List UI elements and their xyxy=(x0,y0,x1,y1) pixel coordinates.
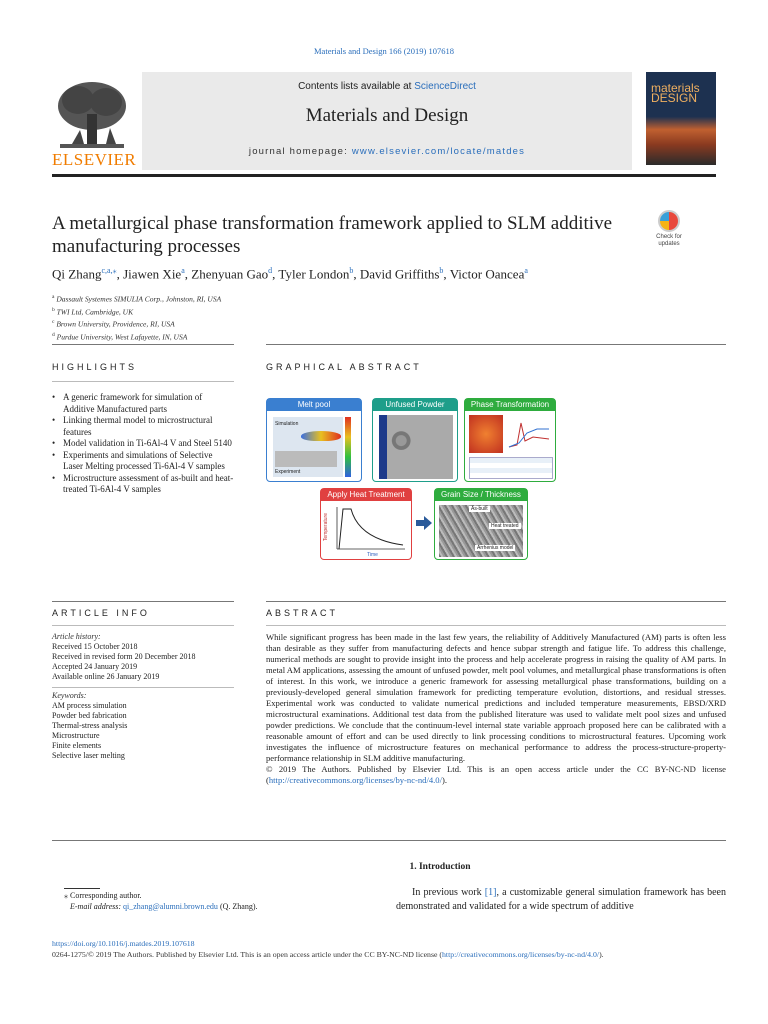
affiliation-key: c xyxy=(52,319,55,325)
highlight-item: • Microstructure assessment of as-built and heat-treated Ti-6Al-4 V samples xyxy=(52,473,234,496)
keyword-item: AM process simulation xyxy=(52,701,127,710)
author-name[interactable]: Jiawen Xie xyxy=(123,266,182,282)
crossmark-button[interactable] xyxy=(650,210,688,250)
author-affiliation-mark[interactable]: b xyxy=(349,266,354,275)
paper-title: A metallurgical phase transformation framework applied to SLM additive manufacturing processes xyxy=(52,213,612,257)
email-label: E-mail address: xyxy=(70,902,124,911)
heat-treatment-panel xyxy=(320,488,412,560)
melt-pool-sim-shape xyxy=(301,431,341,441)
journal-homepage xyxy=(142,146,632,157)
melt-pool-heading: Melt pool xyxy=(267,399,361,411)
license-prefix: 0264-1275/© 2019 The Authors. Published by Elsevier Ltd. This is an open access article under the CC BY-NC-ND license ( xyxy=(52,950,442,959)
contents-available xyxy=(142,81,632,92)
heat-treated-label: Heat treated xyxy=(491,523,519,529)
time-label: Time xyxy=(367,552,378,558)
highlight-item: • A generic framework for simulation of Additive Manufactured parts xyxy=(52,392,234,415)
heat-treatment-curve xyxy=(333,505,407,553)
keywords-label: Keywords: xyxy=(52,691,87,700)
phase-transformation-panel xyxy=(464,398,556,482)
footer-license-link[interactable]: http://creativecommons.org/licenses/by-nc-nd/4.0/ xyxy=(442,950,600,959)
author-affiliation-mark[interactable]: a xyxy=(524,266,528,275)
corresponding-text: Corresponding author. xyxy=(70,891,142,900)
reference-link[interactable]: [1] xyxy=(484,887,497,898)
elsevier-wordmark: ELSEVIER xyxy=(52,150,137,169)
contents-prefix: Contents lists available at xyxy=(298,81,415,92)
author-list xyxy=(52,266,716,282)
phase-plot xyxy=(507,417,551,451)
grain-size-panel xyxy=(434,488,528,560)
author-separator: , xyxy=(272,266,279,282)
elsevier-tree-icon xyxy=(52,78,132,154)
homepage-prefix: journal homepage: xyxy=(248,146,352,157)
affiliation-text: Purdue University, West Lafayette, IN, USA xyxy=(56,332,188,341)
cover-title xyxy=(651,83,700,103)
crossmark-icon xyxy=(658,210,680,232)
license-link[interactable]: http://creativecommons.org/licenses/by-nc-nd/4.0/ xyxy=(268,775,442,785)
author-separator: , xyxy=(353,266,360,282)
grain-size-heading: Grain Size / Thickness xyxy=(435,489,527,501)
experiment-label: Experiment xyxy=(275,469,301,475)
author-affiliation-mark[interactable]: d xyxy=(268,266,273,275)
highlights-heading: HIGHLIGHTS xyxy=(52,362,138,372)
simulation-strip xyxy=(379,415,387,479)
graphical-abstract-figure[interactable] xyxy=(266,398,556,560)
license-line xyxy=(52,949,742,960)
history-item: Available online 26 January 2019 xyxy=(52,672,160,681)
affiliation-text: TWI Ltd, Cambridge, UK xyxy=(56,307,134,316)
affiliation-key: b xyxy=(52,306,55,313)
graphical-abstract-rule xyxy=(266,344,726,345)
highlights-rule xyxy=(52,344,234,345)
abstract-sub-rule xyxy=(266,625,726,626)
doi-link[interactable]: https://doi.org/10.1016/j.matdes.2019.107618 xyxy=(52,939,195,948)
footnote-rule xyxy=(64,888,100,889)
corresponding-author xyxy=(52,890,352,901)
affiliation-text: Brown University, Providence, RI, USA xyxy=(56,319,175,329)
history-item: Accepted 24 January 2019 xyxy=(52,662,138,671)
unfused-powder-image xyxy=(379,415,453,479)
intro-text-suffix: , a customizable general simulation framework has been demonstrated and validated for a wide spectrum of additive xyxy=(396,887,726,912)
header-rule xyxy=(52,174,716,177)
keyword-item: Selective laser melting xyxy=(52,751,125,760)
introduction-text xyxy=(396,886,726,914)
graphical-abstract-heading: GRAPHICAL ABSTRACT xyxy=(266,362,422,372)
masthead xyxy=(52,72,716,170)
article-info-heading: ARTICLE INFO xyxy=(52,608,150,618)
author-affiliation-mark[interactable]: c,a,⁎ xyxy=(101,266,117,275)
sciencedirect-link[interactable]: ScienceDirect xyxy=(414,81,476,92)
history-item: Received in revised form 20 December 2018 xyxy=(52,652,196,661)
article-history-label: Article history: xyxy=(52,632,101,641)
keyword-item: Finite elements xyxy=(52,741,102,750)
affiliations xyxy=(52,292,452,342)
introduction-heading: 1. Introduction xyxy=(409,862,471,872)
phase-table xyxy=(469,457,553,479)
author-name[interactable]: Zhenyuan Gao xyxy=(191,266,269,282)
affiliation-item xyxy=(52,317,452,330)
email-link[interactable]: qi_zhang@alumni.brown.edu xyxy=(123,902,218,911)
copyright-notice xyxy=(266,764,726,786)
melt-pool-panel xyxy=(266,398,362,482)
keyword-item: Powder bed fabrication xyxy=(52,711,127,720)
author-separator: , xyxy=(443,266,450,282)
arrhenius-label: Arrhenius model xyxy=(477,545,514,551)
author-affiliation-mark[interactable]: b xyxy=(439,266,444,275)
intro-text-prefix: In previous work xyxy=(412,887,485,898)
keyword-item: Thermal-stress analysis xyxy=(52,721,128,730)
article-info xyxy=(52,632,234,761)
heat-treatment-heading: Apply Heat Treatment xyxy=(321,489,411,501)
affiliation-key: d xyxy=(52,331,55,338)
author-separator: , xyxy=(116,266,124,282)
unfused-powder-heading: Unfused Powder xyxy=(373,399,457,411)
journal-reference[interactable]: Materials and Design 166 (2019) 107618 xyxy=(314,46,454,56)
journal-title: Materials and Design xyxy=(305,105,469,126)
unfused-powder-panel xyxy=(372,398,458,482)
journal-cover[interactable] xyxy=(646,72,716,165)
author-separator: , xyxy=(184,266,192,282)
highlights-sub-rule xyxy=(52,381,234,382)
affiliation-key: a xyxy=(52,294,55,300)
footnote xyxy=(52,890,352,912)
article-info-sub-rule xyxy=(52,625,234,626)
highlights-list xyxy=(52,392,234,496)
experiment-image xyxy=(275,451,337,467)
abstract-text: While significant progress has been made in the last few years, the reliability of Additively Manufactured (AM) parts is often less than desirable as they suffer from manufacturing defects and hence subpar strength and fatigue life. To address this challenge, numerical methods are sought to provide insight into the process and help accelerate progress in raising the quality of AM parts. In metal AM applications, assessing the amount of unfused powder, melt pool volumes, and metallurgical phase transformations is often of interest. In this work, we introduce a generic framework for assessing metallurgical phase transformations, building on a previously-developed general simulation framework for predicting temperature evolution, distortions, and residual stresses. Experimental work was conducted to validate numerical predictions and included temperature measurements, EBSD/XRD microstructural examinations. Additional test data from the published literature was used to validate melt pool sizes and unfused powder predictions. We conclude that the continuum-level internal state variable approach proposed here can be calibrated with a reasonable amount of effort and can be used directly to link processing conditions to microstructural features. Upcoming work investigates the influence of microstructure features on mechanical performance to address the process-structure-property-performance relationship in SLM additive manufacturing. xyxy=(266,632,726,763)
affiliation-item xyxy=(52,330,452,343)
masthead-banner xyxy=(142,72,632,170)
color-legend xyxy=(345,417,351,477)
abstract-heading: ABSTRACT xyxy=(266,608,339,618)
page-footer xyxy=(52,938,742,960)
copyright-text: © 2019 The Authors. Published by Elsevier Ltd. This is an open access article under the CC BY-NC-ND license ( xyxy=(266,764,726,785)
affiliation-text: Dassault Systemes SIMULIA Corp., Johnston, RI, USA xyxy=(56,294,222,304)
author-affiliation-mark[interactable]: a xyxy=(181,266,185,275)
homepage-link[interactable]: www.elsevier.com/locate/matdes xyxy=(351,146,526,157)
temperature-label: Temperature xyxy=(323,513,329,542)
license-suffix: ). xyxy=(599,950,604,959)
author-name[interactable]: Qi Zhang xyxy=(52,266,102,282)
right-arrow-icon xyxy=(416,516,432,530)
crossmark-label: Check for updates xyxy=(656,234,682,247)
abstract-rule xyxy=(266,601,726,602)
highlight-item: • Experiments and simulations of Selective Laser Melting processed Ti-6Al-4 V samples xyxy=(52,450,234,473)
highlight-item: • Linking thermal model to microstructural features xyxy=(52,415,234,438)
affiliation-item xyxy=(52,292,452,305)
simulation-label: Simulation xyxy=(275,421,299,427)
email-line xyxy=(52,901,352,912)
keyword-item: Microstructure xyxy=(52,731,100,740)
history-item: Received 15 October 2018 xyxy=(52,642,138,651)
highlight-item: • Model validation in Ti-6Al-4 V and Steel 5140 xyxy=(52,438,234,450)
phase-transformation-heading: Phase Transformation xyxy=(465,399,555,411)
abstract-body xyxy=(266,632,726,786)
cover-title-line1: materials xyxy=(651,81,700,95)
abstract-bottom-rule xyxy=(52,840,726,841)
copyright-end: ). xyxy=(441,775,447,785)
as-built-label: As-built xyxy=(471,506,488,512)
phase-map-image xyxy=(469,415,503,453)
doi-line xyxy=(52,938,742,949)
cover-title-line2: DESIGN xyxy=(651,91,698,105)
author-name[interactable]: Tyler London xyxy=(278,266,350,282)
author-name[interactable]: David Griffiths xyxy=(359,266,440,282)
article-info-rule xyxy=(52,601,234,602)
affiliation-item xyxy=(52,305,452,318)
keywords-rule xyxy=(52,687,234,688)
elsevier-logo[interactable] xyxy=(52,78,137,170)
email-suffix: (Q. Zhang). xyxy=(217,902,258,911)
author-name[interactable]: Victor Oancea xyxy=(449,266,525,282)
footnote-mark: ⁎ xyxy=(64,891,68,900)
